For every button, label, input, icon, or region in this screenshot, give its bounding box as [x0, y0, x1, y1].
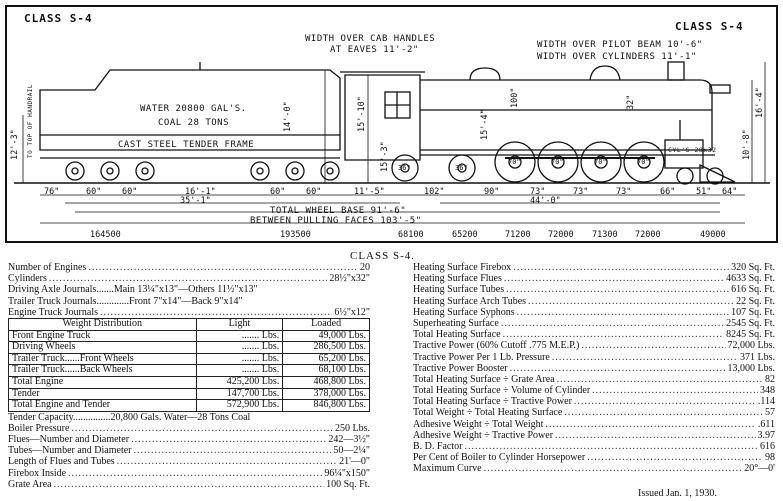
- leader-dots: [503, 329, 724, 340]
- table-cell: 65,200 Lbs.: [283, 353, 370, 365]
- spec-label: Tubes—Number and Diameter: [8, 445, 132, 457]
- spec-row: [8, 284, 370, 295]
- dim-subtotal: 44'-0": [530, 196, 561, 206]
- spec-value: 28½"x32": [329, 273, 370, 285]
- dim-subtotal: 35'-1": [180, 196, 211, 206]
- spec-row: [413, 419, 775, 430]
- spec-label: Cylinders: [8, 273, 47, 285]
- spec-row: [413, 296, 775, 307]
- leader-dots: [501, 318, 724, 329]
- tender-frame: CAST STEEL TENDER FRAME: [118, 140, 255, 150]
- table-cell: 49,000 Lbs.: [283, 330, 370, 342]
- table-cell: ....... Lbs.: [196, 353, 283, 365]
- locomotive-diagram: [0, 0, 783, 248]
- spec-row: [413, 262, 775, 273]
- col-header: Weight Distribution: [9, 318, 197, 330]
- axle-load: 65200: [452, 230, 478, 240]
- spec-row: [413, 452, 775, 463]
- dim-spacing: 16'-1": [185, 187, 216, 197]
- spec-row: [413, 441, 775, 452]
- wheel-diameter: 70": [551, 158, 564, 166]
- pilot-width: WIDTH OVER PILOT BEAM 10'-6": [537, 40, 703, 50]
- spec-value: 13,000 Lbs.: [727, 362, 775, 374]
- table-row: [9, 400, 370, 412]
- leader-dots: [528, 296, 734, 307]
- spec-list-right: [413, 262, 775, 475]
- spec-value: 6½"x12": [334, 306, 370, 318]
- spec-value: 371 Lbs.: [740, 351, 775, 363]
- dim-vertical: 32": [626, 94, 636, 110]
- dim-spacing: 73": [530, 187, 546, 197]
- spec-label: Tractive Power Booster: [413, 362, 508, 374]
- spec-label: Number of Engines: [8, 262, 87, 273]
- dim-vertical: 15'-3": [380, 141, 390, 172]
- spec-label: Heating Surface Arch Tubes: [413, 295, 527, 307]
- table-row: [9, 330, 370, 342]
- dim-spacing: 11'-5": [354, 187, 385, 197]
- spec-label: Superheating Surface: [413, 317, 499, 329]
- spec-row: [413, 407, 775, 418]
- table-row: [9, 376, 370, 388]
- spec-row: [413, 340, 775, 351]
- dim-spacing: 60": [86, 187, 102, 197]
- spec-label: Driving Axle Journals.......Main 13¼"x13"—Others 11½"x13": [8, 284, 258, 296]
- leader-dots: [49, 273, 327, 284]
- spec-value: 8245 Sq. Ft.: [726, 329, 775, 341]
- col-header: Loaded: [283, 318, 370, 330]
- spec-value: .114: [757, 396, 775, 408]
- spec-row: [8, 273, 370, 284]
- table-cell: Driving Wheels: [9, 342, 197, 354]
- leader-dots: [552, 352, 738, 363]
- spec-label: Heating Surface Syphons: [413, 306, 515, 318]
- weight-table-body: [9, 330, 370, 411]
- leader-dots: [592, 385, 758, 396]
- spec-label: Per Cent of Boiler to Cylinder Horsepower: [413, 452, 586, 464]
- spec-label: Tender Capacity...............20,800 Gals. Water—28 Tons Coal: [8, 411, 251, 423]
- table-cell: ....... Lbs.: [196, 365, 283, 377]
- table-cell: ....... Lbs.: [196, 342, 283, 354]
- spec-row: [8, 423, 370, 434]
- dim-vertical: 14'-0": [283, 101, 293, 132]
- leader-dots: [506, 284, 729, 295]
- spec-row: [413, 284, 775, 295]
- spec-list-bottom: [8, 412, 370, 490]
- spec-label: Maximum Curve: [413, 463, 482, 475]
- spec-label: Grate Area: [8, 478, 52, 490]
- spec-row: [413, 463, 775, 474]
- spec-row: [8, 307, 370, 318]
- leader-dots: [117, 456, 337, 467]
- table-cell: 147,700 Lbs.: [196, 388, 283, 400]
- weight-distribution-table: [8, 318, 370, 412]
- leader-dots: [54, 479, 325, 490]
- issued-date: Issued Jan. 1, 1930.: [638, 488, 717, 499]
- wheel-diameter: 36": [455, 164, 468, 172]
- spec-row: [413, 318, 775, 329]
- spec-label: Trailer Truck Journals.............Front 7"x14"—Back 9"x14": [8, 295, 243, 307]
- spec-label: Total Weight ÷ Total Heating Surface: [413, 407, 563, 419]
- leader-dots: [100, 307, 332, 318]
- spec-label: Total Heating Surface: [413, 329, 501, 341]
- wheel-diameter: 70": [637, 158, 650, 166]
- leader-dots: [587, 452, 763, 463]
- spec-label: Heating Surface Firebox: [413, 262, 512, 273]
- spec-value: 72,000 Lbs.: [727, 340, 775, 352]
- spec-value: 22 Sq. Ft.: [736, 295, 775, 307]
- spec-title: CLASS S-4.: [350, 250, 416, 262]
- dim-spacing: 73": [573, 187, 589, 197]
- table-row: [9, 342, 370, 354]
- spec-value: 3.97: [757, 429, 775, 441]
- spec-value: 50—2¼": [333, 445, 370, 457]
- table-cell: Front Engine Truck: [9, 330, 197, 342]
- spec-row: [413, 307, 775, 318]
- tender-wheels: [66, 162, 339, 180]
- wheel-diameter: 70": [594, 158, 607, 166]
- spec-label: Total Heating Surface ÷ Volume of Cylinder: [413, 385, 591, 397]
- to-top-handrail: TO TOP OF HANDRAIL: [27, 83, 34, 158]
- dim-vertical: 16'-4": [755, 87, 765, 118]
- table-cell: 425,200 Lbs.: [196, 376, 283, 388]
- dim-vertical: 10'-8": [742, 129, 752, 160]
- table-cell: 846,800 Lbs.: [283, 400, 370, 412]
- leader-dots: [557, 374, 763, 385]
- table-cell: Tender: [9, 388, 197, 400]
- spec-label: Engine Truck Journals: [8, 306, 98, 318]
- coal-capacity: COAL 28 TONS: [158, 118, 230, 128]
- spec-label: Firebox Inside: [8, 467, 67, 479]
- leader-dots: [545, 419, 755, 430]
- spec-row: [413, 374, 775, 385]
- spec-value: 320 Sq. Ft.: [731, 262, 775, 273]
- dim-spacing: 102": [424, 187, 445, 197]
- spec-value: 250 Lbs.: [335, 422, 370, 434]
- dim-spacing: 60": [306, 187, 322, 197]
- spec-label: B. D. Factor: [413, 441, 463, 452]
- spec-value: 242—3½": [328, 434, 370, 446]
- axle-load: 72000: [635, 230, 661, 240]
- table-cell: Trailer Truck......Front Wheels: [9, 353, 197, 365]
- leader-dots: [134, 445, 332, 456]
- class-label-right: CLASS S-4: [675, 20, 744, 33]
- spec-label: Total Heating Surface ÷ Tractive Power: [413, 396, 572, 408]
- spec-row: [8, 445, 370, 456]
- spec-label: Heating Surface Flues: [413, 273, 502, 285]
- leader-dots: [131, 434, 326, 445]
- leader-dots: [517, 307, 729, 318]
- spec-value: 57: [765, 407, 775, 419]
- spec-value: 98: [765, 452, 775, 464]
- leader-dots: [581, 340, 725, 351]
- axle-load: 72000: [548, 230, 574, 240]
- dim-vertical: 100": [510, 87, 520, 108]
- dim-spacing: 51": [696, 187, 712, 197]
- spec-value: 107 Sq. Ft.: [731, 306, 775, 318]
- total-wheel-base: TOTAL WHEEL BASE 91'-6": [270, 206, 407, 216]
- spec-row: [413, 352, 775, 363]
- leader-dots: [564, 407, 763, 418]
- spec-row: [8, 468, 370, 479]
- dim-spacing: 76": [44, 187, 60, 197]
- spec-row: [413, 430, 775, 441]
- spec-row: [8, 262, 370, 273]
- table-cell: Total Engine and Tender: [9, 400, 197, 412]
- leader-dots: [71, 423, 333, 434]
- table-row: [9, 353, 370, 365]
- spec-label: Boiler Pressure: [8, 422, 70, 434]
- leader-dots: [484, 463, 743, 474]
- dim-spacing: 60": [122, 187, 138, 197]
- table-cell: 286,500 Lbs.: [283, 342, 370, 354]
- spec-value: 4633 Sq. Ft.: [726, 273, 775, 285]
- spec-row: [413, 329, 775, 340]
- cylinder-width: WIDTH OVER CYLINDERS 11'-1": [537, 52, 697, 62]
- spec-list-top: [8, 262, 370, 318]
- spec-value: 100 Sq. Ft.: [326, 478, 370, 490]
- water-capacity: WATER 20800 GAL'S.: [140, 104, 247, 114]
- spec-label: Tractive Power Per 1 Lb. Pressure: [413, 351, 550, 363]
- wheel-diameter: 70": [508, 158, 521, 166]
- dim-vertical: 12'-3": [10, 129, 20, 160]
- table-header-row: [9, 318, 370, 330]
- spec-row: [8, 479, 370, 490]
- axle-load: 49000: [700, 230, 726, 240]
- spec-label: Adhesive Weight ÷ Tractive Power: [413, 429, 554, 441]
- axle-load: 71300: [592, 230, 618, 240]
- table-cell: Trailer Truck......Back Wheels: [9, 365, 197, 377]
- spec-label: Length of Flues and Tubes: [8, 456, 115, 468]
- spec-row: [8, 296, 370, 307]
- spec-value: 96¼"x150": [324, 467, 370, 479]
- spec-value: 616 Sq. Ft.: [731, 284, 775, 296]
- leader-dots: [504, 273, 724, 284]
- dim-spacing: 90": [484, 187, 500, 197]
- leader-dots: [510, 363, 726, 374]
- dim-spacing: 73": [616, 187, 632, 197]
- cylinder-label: CYL'S 28x32: [668, 146, 717, 154]
- spec-value: 20: [360, 262, 370, 273]
- spec-row: [8, 434, 370, 445]
- spec-value: .611: [757, 418, 775, 430]
- spec-value: 21'—0": [339, 456, 370, 468]
- table-row: [9, 388, 370, 400]
- spec-label: Heating Surface Tubes: [413, 284, 505, 296]
- dim-vertical: 15'-10": [357, 96, 367, 132]
- spec-row: [8, 412, 370, 423]
- spec-label: Tractive Power (60% Cutoff .775 M.E.P.): [413, 340, 580, 352]
- leader-dots: [555, 430, 755, 441]
- spec-row: [413, 273, 775, 284]
- pulling-faces: BETWEEN PULLING FACES 103'-5": [250, 216, 422, 226]
- table-cell: ....... Lbs.: [196, 330, 283, 342]
- table-cell: 468,800 Lbs.: [283, 376, 370, 388]
- specifications: [0, 250, 783, 501]
- cab-width-line1: WIDTH OVER CAB HANDLES: [305, 34, 436, 44]
- leader-dots: [88, 262, 358, 273]
- spec-label: Total Heating Surface ÷ Grate Area: [413, 373, 555, 385]
- spec-value: 2545 Sq. Ft.: [726, 317, 775, 329]
- table-cell: 68,100 Lbs.: [283, 365, 370, 377]
- leader-dots: [513, 262, 729, 273]
- axle-load: 193500: [280, 230, 311, 240]
- class-label-left: CLASS S-4: [24, 12, 93, 25]
- axle-load: 71200: [505, 230, 531, 240]
- table-row: [9, 365, 370, 377]
- spec-left-column: [8, 262, 370, 490]
- axle-load: 164500: [90, 230, 121, 240]
- dim-vertical: 15'-4": [480, 109, 490, 140]
- spec-row: [413, 385, 775, 396]
- spec-label: Adhesive Weight ÷ Total Weight: [413, 418, 544, 430]
- dim-spacing: 60": [270, 187, 286, 197]
- spec-right-column: [413, 262, 775, 475]
- spec-value: 616: [760, 441, 775, 452]
- spec-row: [8, 456, 370, 467]
- wheel-diameter: 36": [398, 164, 411, 172]
- spec-row: [413, 396, 775, 407]
- leader-dots: [68, 468, 322, 479]
- spec-value: 20°—0': [744, 463, 775, 475]
- spec-value: 348: [760, 385, 775, 397]
- table-cell: 378,000 Lbs.: [283, 388, 370, 400]
- leader-dots: [464, 441, 758, 452]
- table-cell: Total Engine: [9, 376, 197, 388]
- axle-load: 68100: [398, 230, 424, 240]
- dim-spacing: 66": [660, 187, 676, 197]
- spec-label: Flues—Number and Diameter: [8, 434, 130, 446]
- spec-value: 82: [765, 373, 775, 385]
- table-cell: 572,900 Lbs.: [196, 400, 283, 412]
- cab-width-line2: AT EAVES 11'-2": [330, 45, 419, 55]
- leader-dots: [574, 396, 756, 407]
- dim-spacing: 64": [722, 187, 738, 197]
- col-header: Light: [196, 318, 283, 330]
- spec-row: [413, 363, 775, 374]
